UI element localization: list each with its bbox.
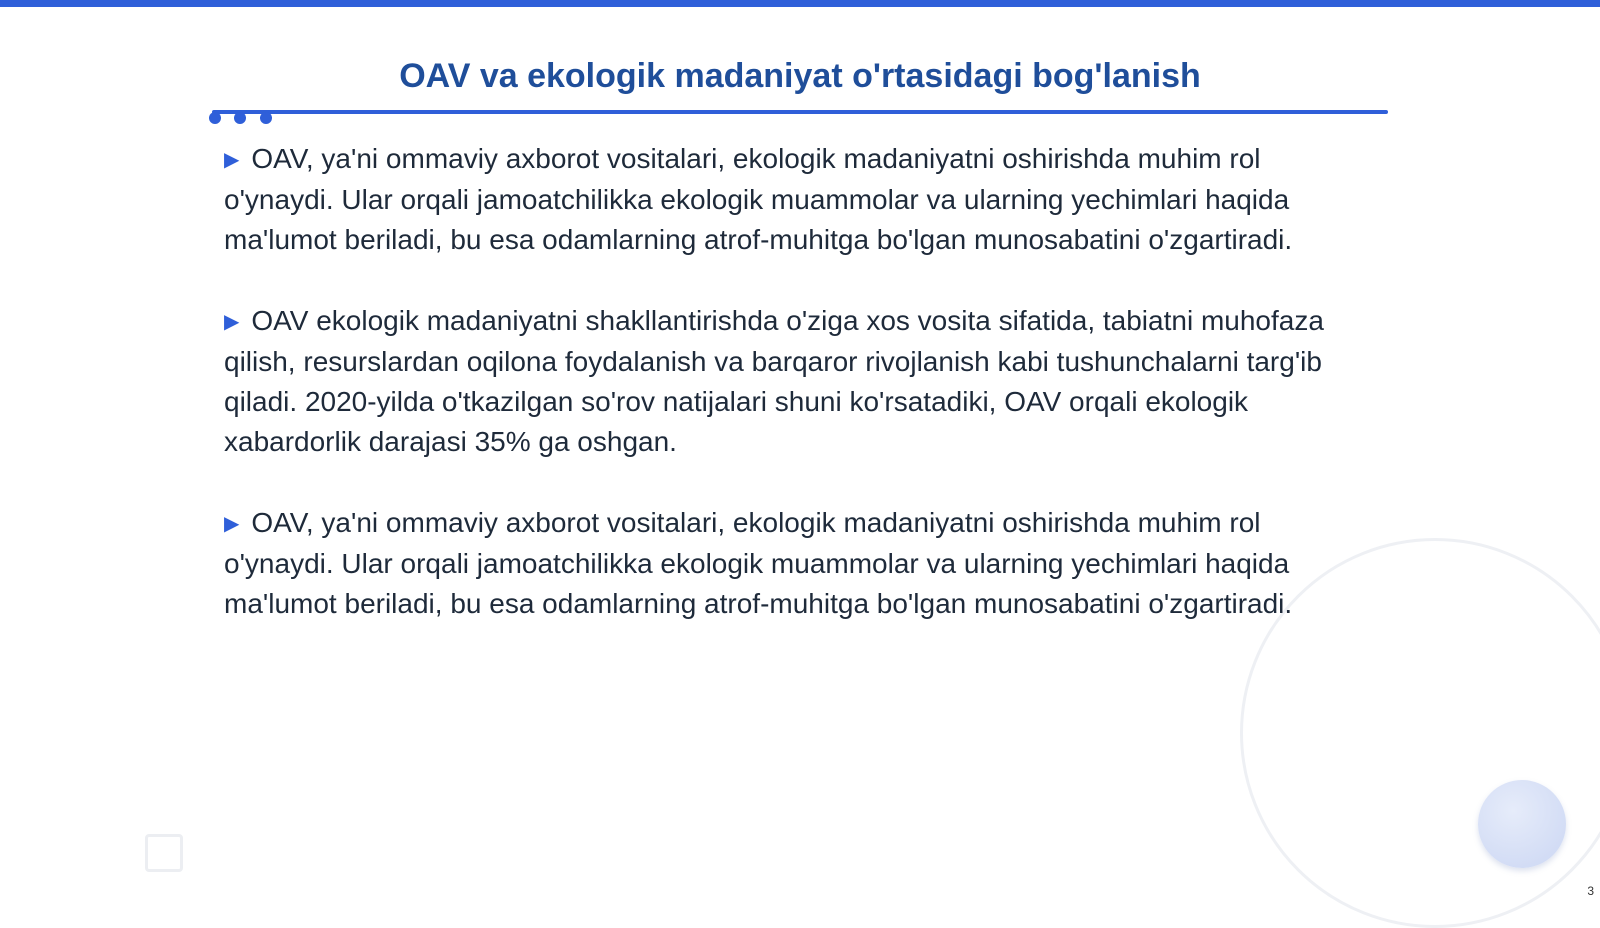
paragraph-text-1: OAV, ya'ni ommaviy axborot vositalari, ekologik madaniyatni oshirishda muhim rol o'ynaydi. Ular orqali jamoatchilikka ekologik muammolar va ularning yechimlari haqida ma'lumot beriladi, bu esa odamlarning atrof-muhitga bo'lgan munosabatini o'zgartiradi. — [224, 143, 1293, 255]
bullet-paragraph-3 — [224, 503, 1374, 624]
decorative-circle — [1478, 780, 1566, 868]
page-number: 3 — [1587, 884, 1594, 898]
paragraph-text-2: OAV ekologik madaniyatni shakllantirishda o'ziga xos vosita sifatida, tabiatni muhofaza qilish, resurslardan oqilona foydalanish va barqaror rivojlanish kabi tushunchalarni targ'ib qiladi. 2020-yilda o'tkazilgan so'rov natijalari shuni ko'rsatadiki, OAV orqali ekologik xabardorlik darajasi 35% ga oshgan. — [224, 305, 1324, 457]
slide-body — [224, 139, 1374, 665]
paragraph-text-3: OAV, ya'ni ommaviy axborot vositalari, ekologik madaniyatni oshirishda muhim rol o'ynaydi. Ular orqali jamoatchilikka ekologik muammolar va ularning yechimlari haqida ma'lumot beriladi, bu esa odamlarning atrof-muhitga bo'lgan munosabatini o'zgartiradi. — [224, 507, 1293, 619]
top-accent-bar — [0, 0, 1600, 7]
slide-title: OAV va ekologik madaniyat o'rtasidagi bog'lanish — [399, 57, 1201, 95]
decorative-dot-1 — [209, 112, 221, 124]
title-underline — [212, 110, 1388, 114]
decorative-dot-3 — [260, 112, 272, 124]
bullet-paragraph-2 — [224, 301, 1374, 462]
right-triangle-icon: ▶ — [224, 513, 240, 535]
decorative-dot-2 — [234, 112, 246, 124]
decorative-square — [145, 834, 183, 872]
right-triangle-icon: ▶ — [224, 149, 240, 171]
right-triangle-icon: ▶ — [224, 311, 240, 333]
bullet-paragraph-1 — [224, 139, 1374, 260]
